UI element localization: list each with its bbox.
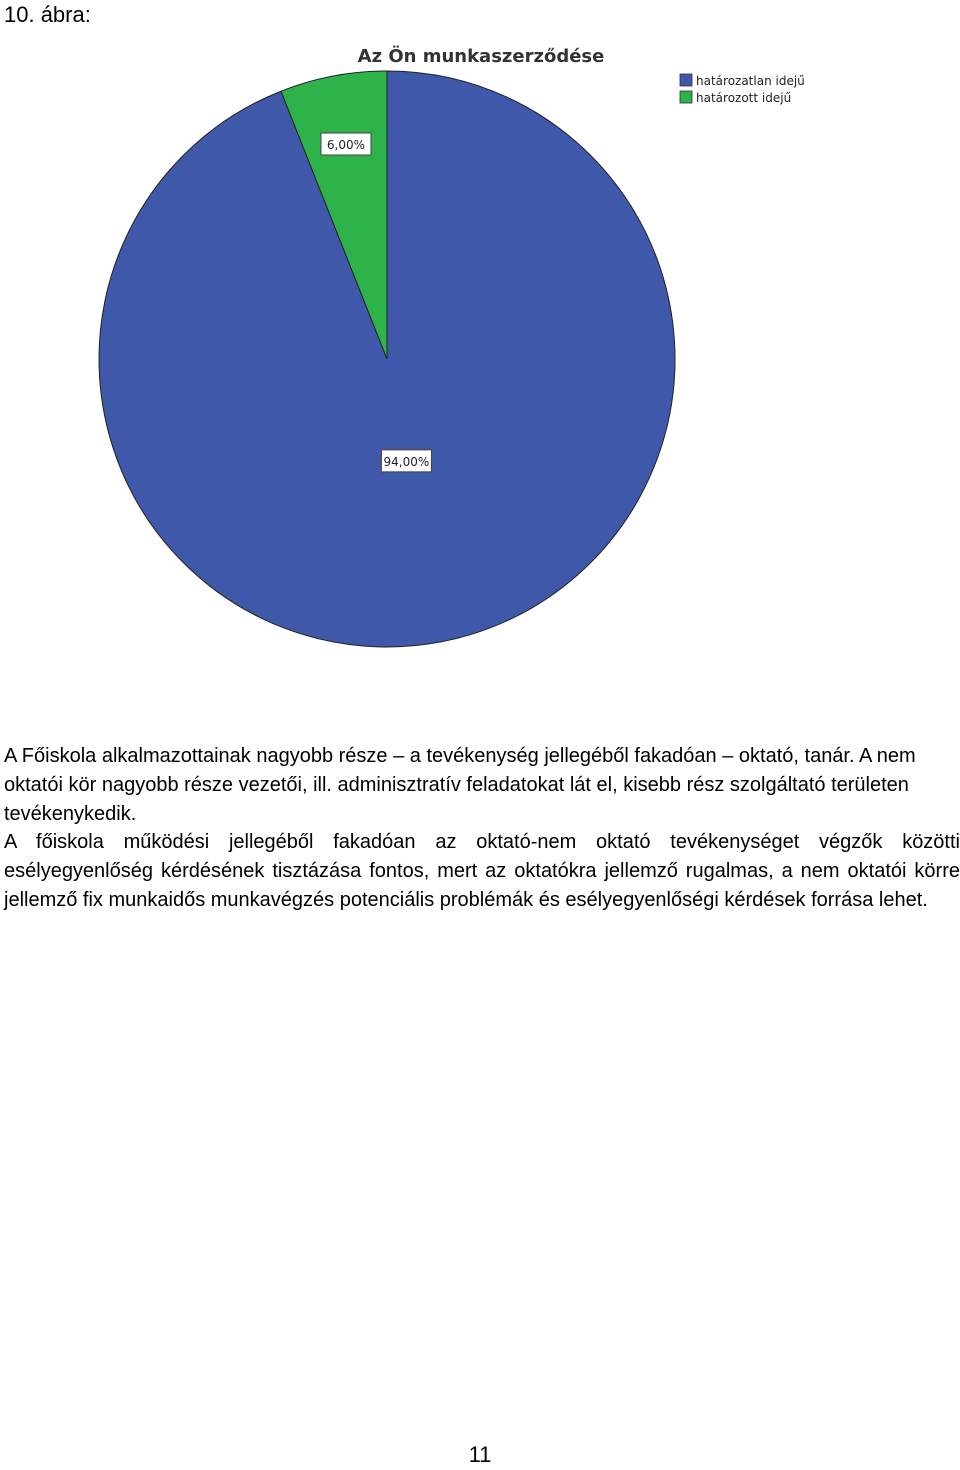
pie-chart — [0, 0, 960, 700]
chart-title: Az Ön munkaszerződése — [357, 46, 605, 67]
legend-swatch-1 — [680, 74, 692, 86]
slice-label-1 — [381, 450, 431, 472]
chart-legend — [680, 74, 805, 105]
paragraph-2: A főiskola működési jellegéből fakadóan az oktató-nem oktató tevékenységet végzők közötti esélyegyenlőség kérdésének tisztázása fontos, mert az oktatókra jellemző rugalmas, a nem oktatói körre jellemző fix munkaidős munkavégzés potenciális problémák és esélyegyenlőségi kérdések forrása lehet. — [4, 831, 960, 911]
pie-slices — [99, 71, 675, 647]
slice-label-text: 6,00% — [326, 137, 366, 152]
paragraph-1: A Főiskola alkalmazottainak nagyobb része – a tevékenység jellegéből fakadóan – oktató, tanár. A nem oktatói kör nagyobb része vezetői, ill. adminisztratív feladatokat lát el, kisebb rész szolgáltató területen tevékenykedik. — [4, 745, 916, 825]
legend-label-2: határozott idejű — [696, 91, 792, 105]
figure-caption: 10. ábra: — [4, 2, 91, 27]
slice-label-2 — [321, 133, 371, 155]
slice-label-text: 94,00% — [383, 454, 430, 469]
page-number: 11 — [468, 1442, 492, 1467]
legend-swatch-2 — [680, 91, 692, 103]
legend-label-1: határozatlan idejű — [696, 74, 805, 88]
